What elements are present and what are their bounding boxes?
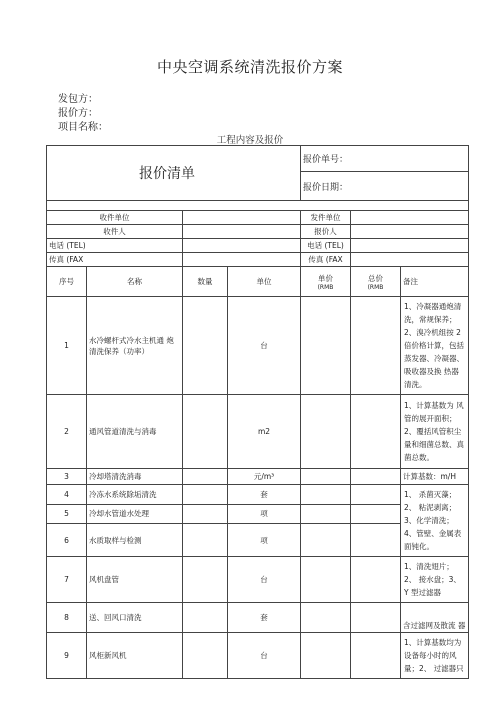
reporter-label: 报价人 (301, 225, 351, 239)
row-total[interactable] (351, 395, 401, 469)
quoter-label: 报价方： (58, 108, 98, 119)
row-total[interactable] (351, 524, 401, 557)
row-name: 冷却塔清洗消毒 (87, 469, 183, 485)
send-unit-label: 发件单位 (301, 211, 351, 225)
col-total-header (351, 267, 401, 297)
row-no: 9 (47, 633, 87, 679)
row-no: 3 (47, 469, 87, 485)
row-qty[interactable] (183, 469, 228, 485)
row-total[interactable] (351, 485, 401, 505)
recv-person-label: 收件人 (47, 225, 183, 239)
row-no: 4 (47, 485, 87, 505)
table-row (47, 485, 469, 505)
row-qty[interactable] (183, 395, 228, 469)
tel-left-value[interactable] (183, 239, 301, 253)
fax-right-label: 传真 (FAX (301, 253, 351, 267)
row-name: 风柜新风机 (87, 633, 183, 679)
row-price[interactable] (301, 633, 351, 679)
row-no: 2 (47, 395, 87, 469)
col-price-header (301, 267, 351, 297)
row-remark: 计算基数：m/H (401, 469, 469, 485)
project-name-label: 项目名称： (58, 122, 108, 133)
row-unit: 元/m³ (228, 469, 301, 485)
row-remark-merged: 1、 杀菌灭藻；2、 粘泥剥离；3、化学清洗；4、管壁、金属表 面钝化。 (401, 485, 469, 557)
col-no-header: 序号 (47, 267, 87, 297)
row-total[interactable] (351, 469, 401, 485)
col-total-currency: (RMB (367, 283, 384, 291)
col-price-label: 单价 (318, 273, 333, 283)
row-unit: 台 (228, 633, 301, 679)
row-price[interactable] (301, 524, 351, 557)
row-price[interactable] (301, 395, 351, 469)
table-row (47, 603, 469, 633)
col-total-label: 总价 (368, 273, 383, 283)
col-price-currency: (RMB (317, 283, 334, 291)
row-qty[interactable] (183, 485, 228, 505)
row-unit: 项 (228, 504, 301, 524)
row-remark: 1、清洗翅片；2、 接水盘；3、 Y 型过滤器 (401, 557, 469, 603)
section-title: 工程内容及报价 (216, 135, 284, 146)
send-unit-value[interactable] (351, 211, 469, 225)
recv-unit-label: 收件单位 (47, 211, 183, 225)
row-price[interactable] (301, 504, 351, 524)
col-qty-header: 数量 (183, 267, 228, 297)
tel-right-label: 电话 (TEL) (301, 239, 351, 253)
row-no: 5 (47, 504, 87, 524)
table-row (47, 557, 469, 603)
row-remark: 1、计算基数为 风管的展开面积；2、覆括风管积尘 量和细菌总数、真菌总数。 (401, 395, 469, 469)
row-price[interactable] (301, 603, 351, 633)
row-name: 通风管道清洗与消毒 (87, 395, 183, 469)
col-remark-header: 备注 (401, 267, 469, 297)
row-unit: 套 (228, 485, 301, 505)
col-name-header: 名称 (87, 267, 183, 297)
col-unit-header: 单位 (228, 267, 301, 297)
row-qty[interactable] (183, 524, 228, 557)
fax-left-label: 传真 (FAX (47, 253, 183, 267)
tel-left-label: 电话 (TEL) (47, 239, 183, 253)
table-row (47, 297, 469, 395)
row-unit: 项 (228, 524, 301, 557)
tel-right-value[interactable] (351, 239, 469, 253)
row-no: 1 (47, 297, 87, 395)
row-price[interactable] (301, 297, 351, 395)
row-remark: 1、冷凝器通炮清洗，常规保养；2、溴冷机组按 2 倍价格计算，包括蒸发器、冷凝器、吸收器及换 热器清洗。 (401, 297, 469, 395)
row-qty[interactable] (183, 504, 228, 524)
row-total[interactable] (351, 297, 401, 395)
row-name: 水质取样与检测 (87, 524, 183, 557)
row-price[interactable] (301, 557, 351, 603)
row-total[interactable] (351, 504, 401, 524)
row-name: 冷却水管道水处理 (87, 504, 183, 524)
row-remark: 1、计算基数均为 设备每小时的风 量；2、 过滤器只 (401, 633, 469, 679)
table-row (47, 469, 469, 485)
quote-number-label: 报价单号： (301, 146, 469, 172)
document-title: 中央空调系统清洗报价方案 (156, 58, 343, 76)
row-total[interactable] (351, 603, 401, 633)
row-total[interactable] (351, 633, 401, 679)
row-name: 风机盘管 (87, 557, 183, 603)
quote-date-label: 报价日期： (301, 172, 469, 201)
row-no: 7 (47, 557, 87, 603)
row-unit: m2 (228, 395, 301, 469)
row-name: 送、回风口清洗 (87, 603, 183, 633)
row-price[interactable] (301, 485, 351, 505)
fax-left-value[interactable] (183, 253, 301, 267)
row-qty[interactable] (183, 603, 228, 633)
row-no: 8 (47, 603, 87, 633)
row-name: 水冷螺杆式冷水主机通 炮清洗保养（功率） (87, 297, 183, 395)
quote-table (46, 145, 469, 679)
row-unit: 台 (228, 557, 301, 603)
row-unit: 台 (228, 297, 301, 395)
row-price[interactable] (301, 469, 351, 485)
row-name: 冷冻水系统除垢清洗 (87, 485, 183, 505)
spacer-row (47, 201, 469, 211)
fax-right-value[interactable] (351, 253, 469, 267)
row-qty[interactable] (183, 633, 228, 679)
table-row (47, 633, 469, 679)
recv-person-value[interactable] (183, 225, 301, 239)
row-unit: 套 (228, 603, 301, 633)
recv-unit-value[interactable] (183, 211, 301, 225)
row-no: 6 (47, 524, 87, 557)
reporter-value[interactable] (351, 225, 469, 239)
contractor-label: 发包方： (58, 94, 98, 105)
table-row (47, 395, 469, 469)
row-total[interactable] (351, 557, 401, 603)
quote-list-title: 报价清单 (47, 146, 301, 201)
row-qty[interactable] (183, 557, 228, 603)
row-remark: 含过滤网及散流 器 (401, 603, 469, 633)
row-qty[interactable] (183, 297, 228, 395)
